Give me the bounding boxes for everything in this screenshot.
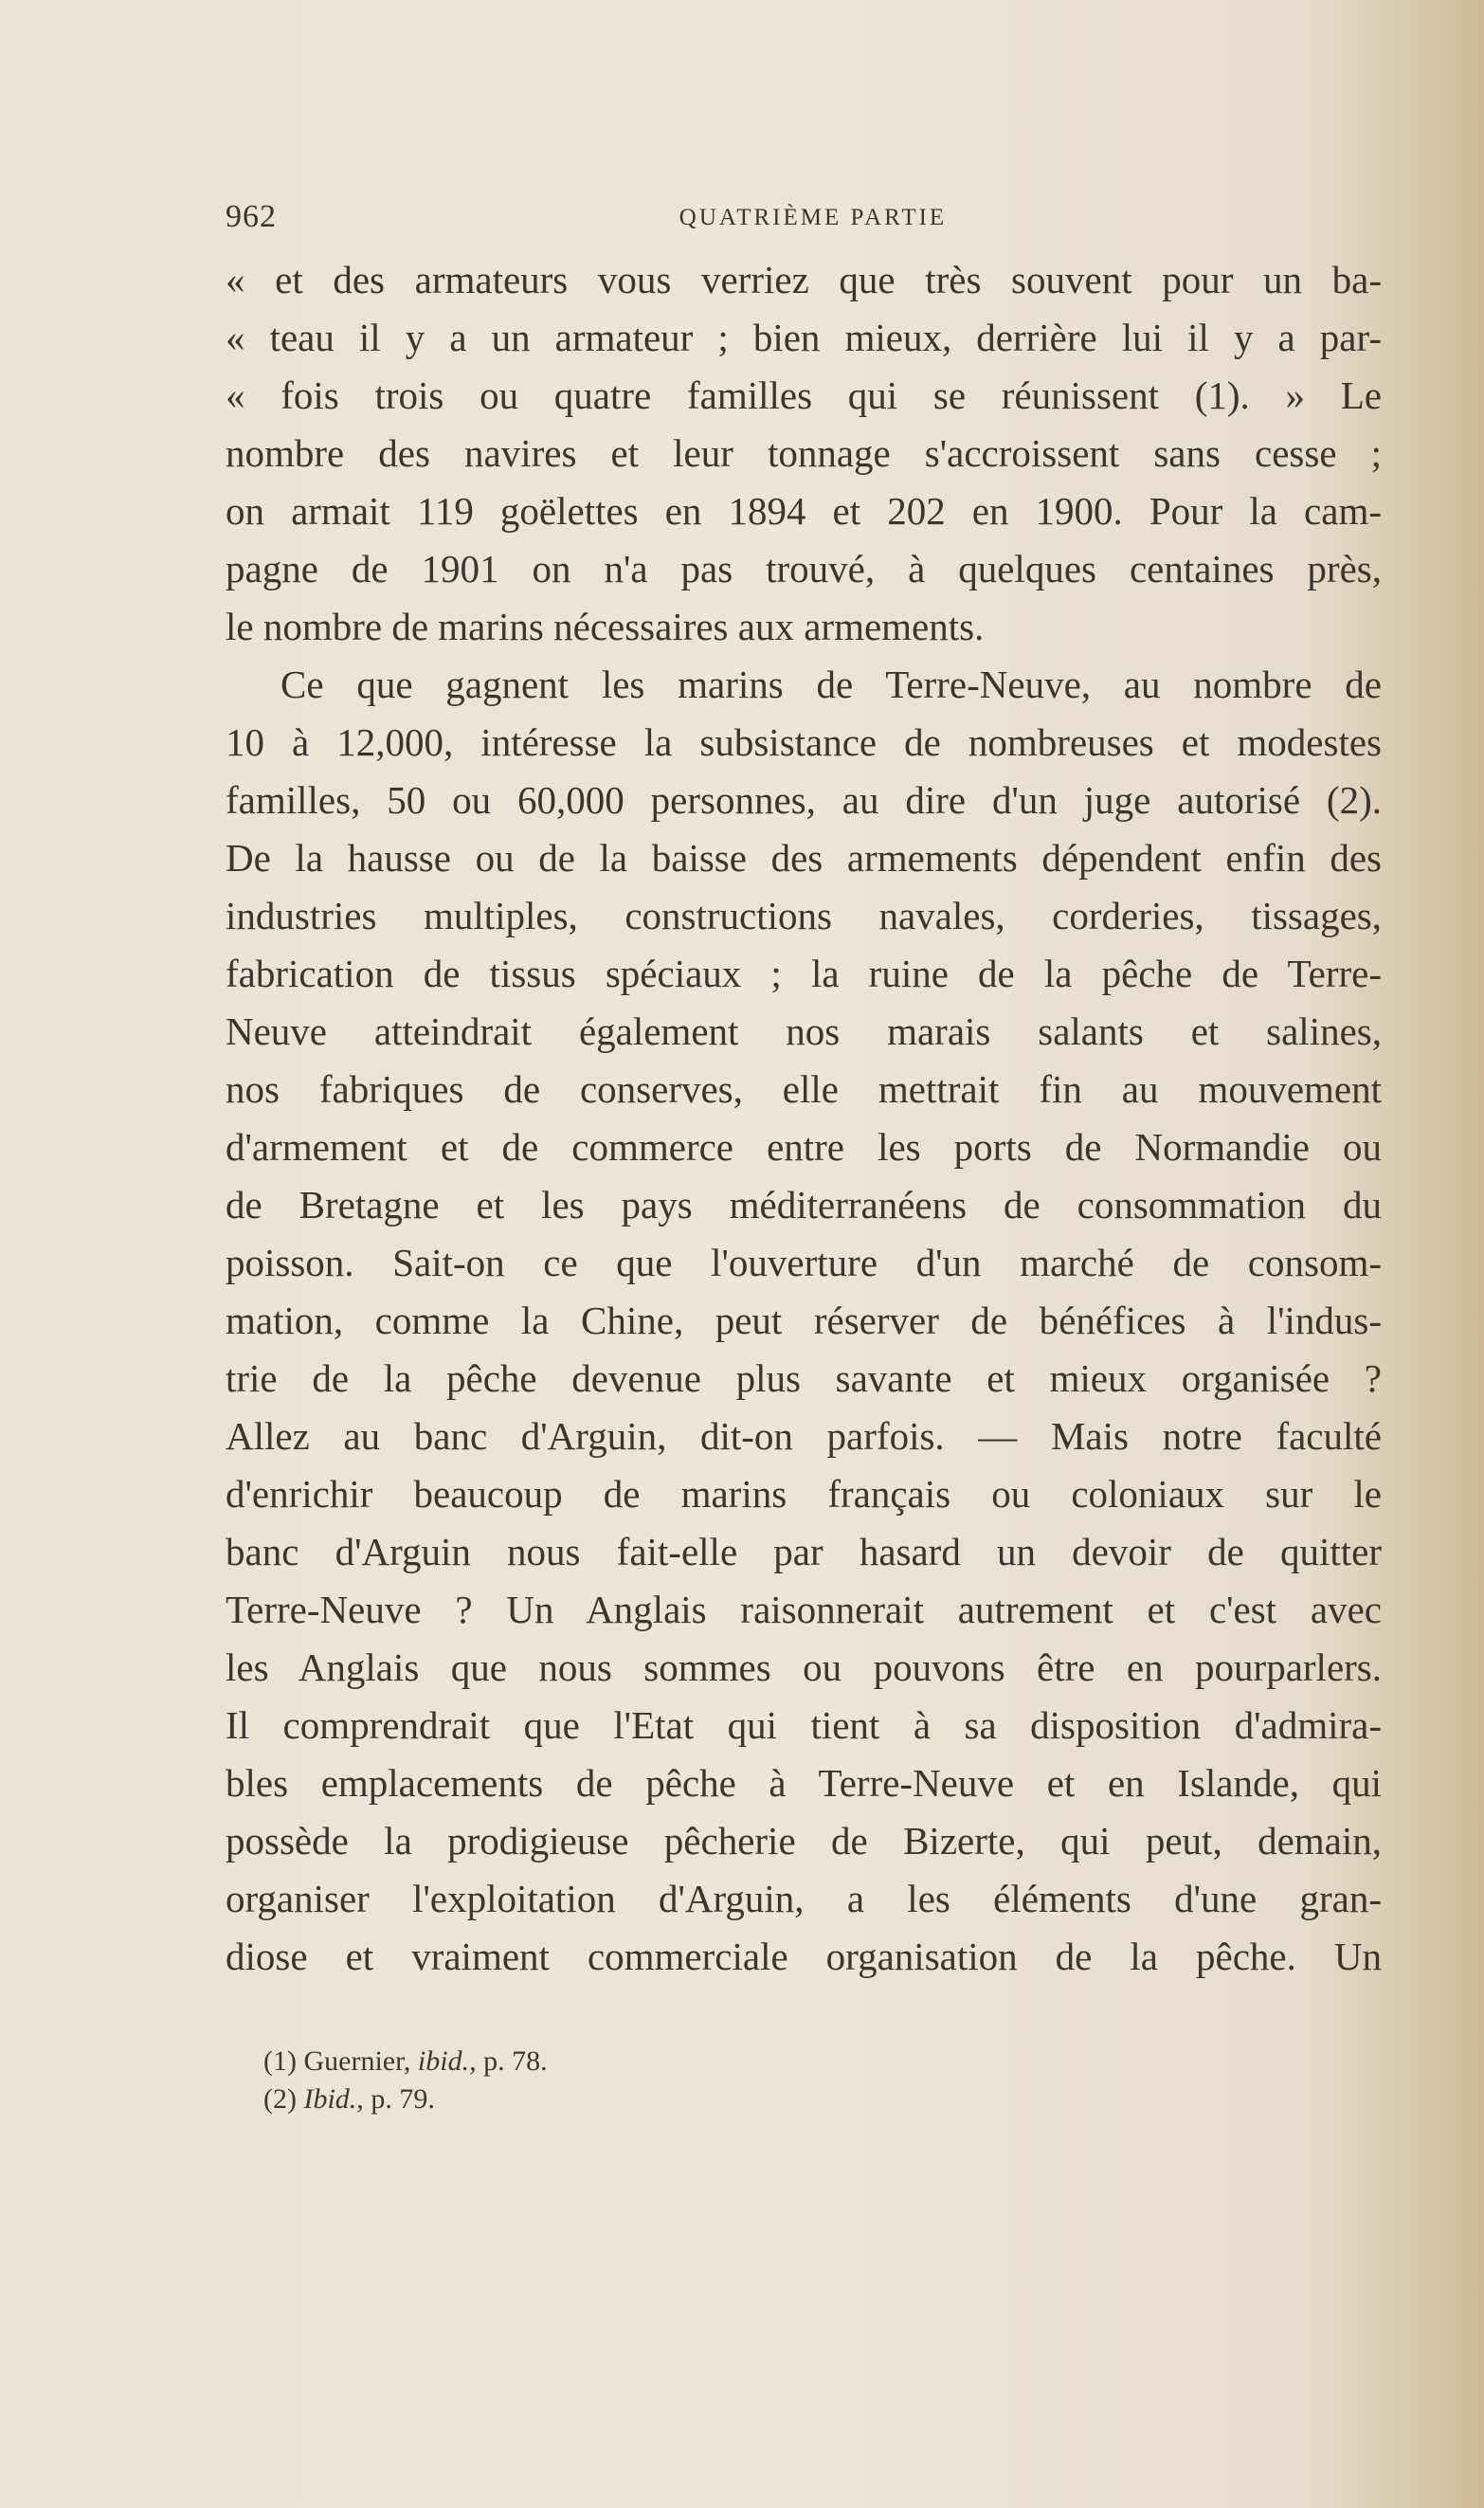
text-line: Il comprendrait que l'Etat qui tient à sa disposition d'admira- [226,1703,1382,1747]
footnote-mark: (1) [263,2045,297,2077]
body-text [226,251,1382,1986]
footnote-ref: ibid., [417,2045,477,2077]
text-line: Neuve atteindrait également nos marais salants et salines, [226,1009,1382,1053]
text-line: « et des armateurs vous verriez que très souvent pour un ba- [226,258,1382,301]
text-line: bles emplacements de pêche à Terre-Neuve et en Islande, qui [226,1761,1382,1805]
text-line: familles, 50 ou 60,000 personnes, au dire d'un juge autorisé (2). [226,778,1382,822]
text-line: d'enrichir beaucoup de marins français ou coloniaux sur le [226,1472,1382,1516]
text-line: « teau il y a un armateur ; bien mieux, derrière lui il y a par- [226,316,1382,359]
text-line: industries multiples, constructions navales, corderies, tissages, [226,894,1382,937]
footnote-mark: (2) [263,2083,297,2115]
text-line: d'armement et de commerce entre les ports de Normandie ou [226,1125,1382,1169]
paragraph-1 [226,251,1382,656]
text-line: mation, comme la Chine, peut réserver de bénéfices à l'indus- [226,1299,1382,1342]
text-line: de Bretagne et les pays méditerranéens de consommation du [226,1183,1382,1227]
text-line: Allez au banc d'Arguin, dit-on parfois. — Mais notre faculté [226,1414,1382,1458]
text-line: on armait 119 goëlettes en 1894 et 202 en 1900. Pour la cam- [226,489,1382,533]
text-line: « fois trois ou quatre familles qui se réunissent (1). » Le [226,373,1382,417]
text-line: les Anglais que nous sommes ou pouvons être en pourparlers. [226,1645,1382,1689]
footnote-page: p. 78. [483,2045,548,2077]
text-line: le nombre de marins nécessaires aux armements. [226,605,985,648]
paragraph-2 [226,656,1382,1986]
text-line: 10 à 12,000, intéresse la subsistance de nombreuses et modestes [226,720,1382,764]
page-header [226,199,1401,246]
footnote-page: p. 79. [371,2083,435,2115]
text-line: banc d'Arguin nous fait-elle par hasard un devoir de quitter [226,1530,1382,1573]
page-number: 962 [226,199,277,234]
footnotes [263,2043,1306,2118]
text-line: Terre-Neuve ? Un Anglais raisonnerait autrement et c'est avec [226,1588,1382,1631]
text-line: nos fabriques de conserves, elle mettrait fin au mouvement [226,1067,1382,1111]
text-line: pagne de 1901 on n'a pas trouvé, à quelques centaines près, [226,547,1382,591]
footnote-1 [263,2043,1306,2081]
text-line: nombre des navires et leur tonnage s'accroissent sans cesse ; [226,431,1382,475]
text-line: poisson. Sait-on ce que l'ouverture d'un marché de consom- [226,1241,1382,1284]
footnote-ref: Ibid., [303,2083,364,2115]
text-line: De la hausse ou de la baisse des armements dépendent enfin des [226,836,1382,880]
text-line: possède la prodigieuse pêcherie de Bizerte, qui peut, demain, [226,1819,1382,1863]
footnote-2 [263,2081,1306,2118]
footnote-author: Guernier, [303,2045,411,2077]
text-line: organiser l'exploitation d'Arguin, a les éléments d'une gran- [226,1877,1382,1920]
text-line: fabrication de tissus spéciaux ; la ruine de la pêche de Terre- [226,952,1382,995]
text-line: diose et vraiment commerciale organisation de la pêche. Un [226,1935,1382,1978]
running-title: QUATRIÈME PARTIE [679,205,948,230]
text-line: trie de la pêche devenue plus savante et mieux organisée ? [226,1356,1382,1400]
text-line: Ce que gagnent les marins de Terre-Neuve, au nombre de [281,663,1382,706]
